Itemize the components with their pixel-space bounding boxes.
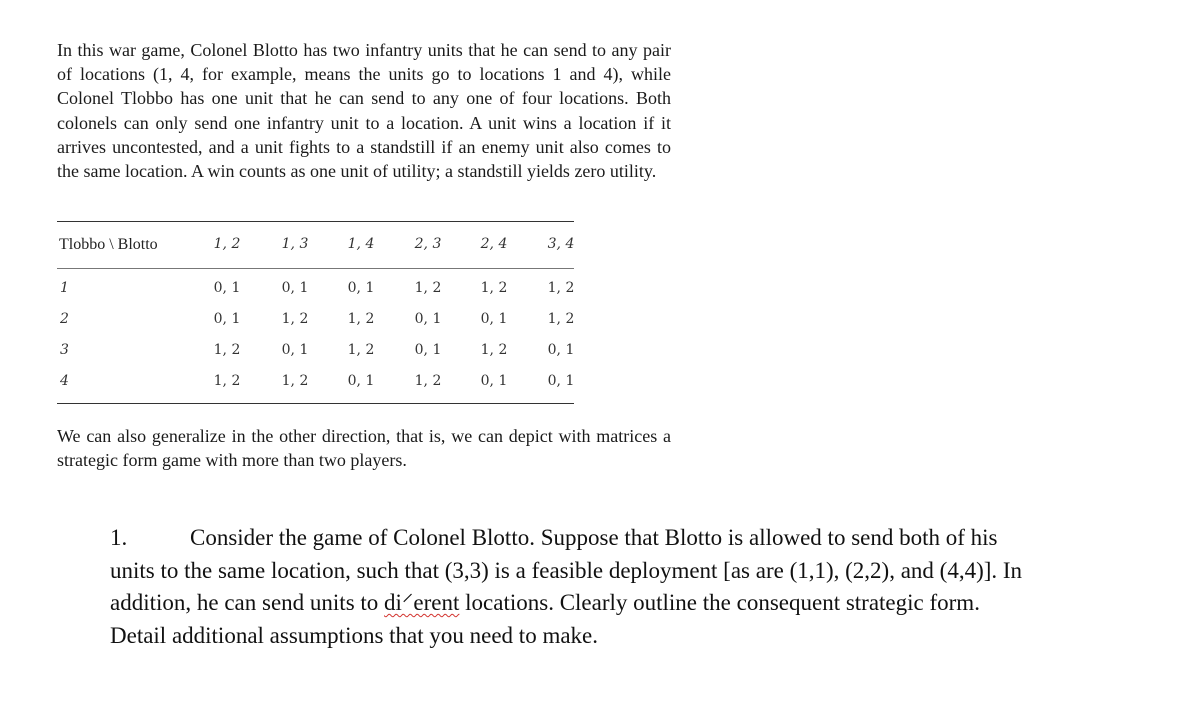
- payoff-cell: 1, 2: [480, 280, 508, 296]
- payoff-table: [57, 221, 574, 404]
- payoff-cell: 1, 2: [414, 280, 442, 296]
- payoff-cell: 1, 2: [213, 373, 241, 389]
- column-header: 1, 2: [213, 236, 241, 252]
- column-header: 1, 4: [347, 236, 375, 252]
- question-line-3: [110, 587, 1095, 620]
- payoff-cell: 1, 2: [281, 311, 309, 327]
- payoff-cell: 0, 1: [347, 373, 375, 389]
- question-text: Consider the game of Colonel Blotto. Suppose that Blotto is allowed to send both of his: [190, 525, 998, 550]
- question-line-2: units to the same location, such that (3,3) is a feasible deployment [as are (1,1), (2,2), and (4,4)]. In: [110, 557, 1023, 583]
- row-header: 1: [60, 280, 69, 296]
- header-rule: [57, 268, 574, 269]
- generalize-paragraph: We can also generalize in the other direction, that is, we can depict with matrices a strategic form game with more than two players.: [57, 426, 671, 470]
- payoff-cell: 0, 1: [281, 280, 309, 296]
- column-header: 3, 4: [547, 236, 575, 252]
- row-header: 3: [60, 342, 69, 358]
- payoff-cell: 0, 1: [281, 342, 309, 358]
- spellcheck-flagged-word[interactable]: di⸍erent: [384, 590, 460, 615]
- payoff-cell: 0, 1: [213, 280, 241, 296]
- payoff-cell: 0, 1: [213, 311, 241, 327]
- payoff-cell: 1, 2: [213, 342, 241, 358]
- question-number: 1.: [110, 525, 128, 550]
- payoff-cell: 1, 2: [547, 311, 575, 327]
- payoff-cell: 0, 1: [547, 342, 575, 358]
- column-header: 2, 3: [414, 236, 442, 252]
- table-corner-label: Tlobbo \ Blotto: [59, 236, 158, 253]
- column-header: 2, 4: [480, 236, 508, 252]
- payoff-cell: 1, 2: [480, 342, 508, 358]
- payoff-cell: 0, 1: [414, 342, 442, 358]
- payoff-cell: 0, 1: [480, 373, 508, 389]
- payoff-cell: 0, 1: [480, 311, 508, 327]
- payoff-cell: 0, 1: [414, 311, 442, 327]
- column-header: 1, 3: [281, 236, 309, 252]
- payoff-cell: 1, 2: [347, 342, 375, 358]
- question-text: locations. Clearly outline the consequent strategic form.: [459, 590, 980, 615]
- payoff-cell: 1, 2: [281, 373, 309, 389]
- question-1: [110, 522, 1095, 652]
- payoff-cell: 1, 2: [547, 280, 575, 296]
- payoff-cell: 0, 1: [347, 280, 375, 296]
- intro-paragraph: In this war game, Colonel Blotto has two infantry units that he can send to any pair of locations (1, 4, for example, means the units go to locations 1 and 4), while Colonel Tlobbo has one unit that he can send to any one of four locations. Both colonels can only send one infantry unit to a location. A unit wins a location if it arrives uncontested, and a unit fights to a standstill if an enemy unit also comes to the same location. A win counts as one unit of utility; a standstill yields zero utility.: [57, 40, 671, 182]
- payoff-cell: 0, 1: [547, 373, 575, 389]
- payoff-cell: 1, 2: [347, 311, 375, 327]
- payoff-cell: 1, 2: [414, 373, 442, 389]
- row-header: 4: [60, 373, 69, 389]
- row-header: 2: [60, 311, 69, 327]
- question-line-4: Detail additional assumptions that you need to make.: [110, 622, 599, 648]
- question-text: addition, he can send units to: [110, 590, 385, 615]
- question-line-1: [110, 522, 1095, 555]
